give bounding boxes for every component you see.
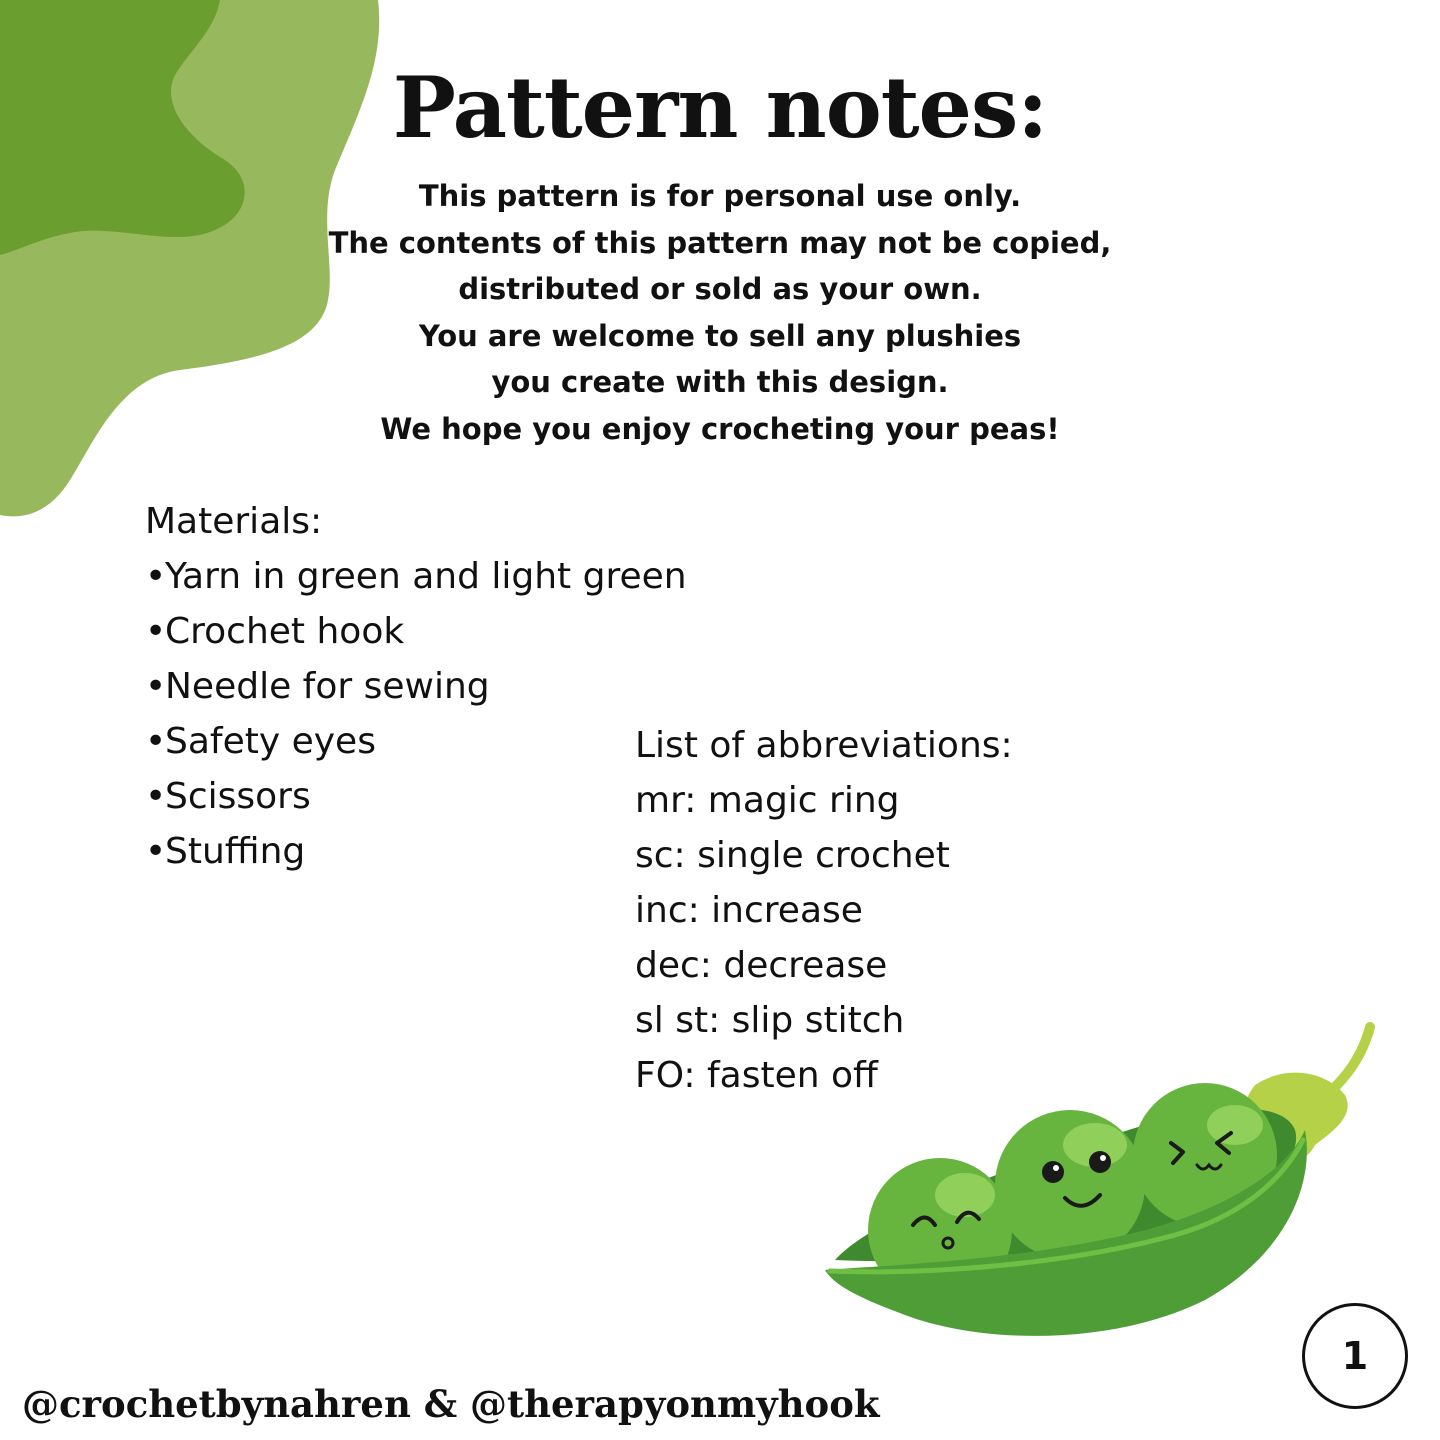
- materials-item-label: Crochet hook: [165, 611, 405, 652]
- abbreviation-item: dec: decrease: [635, 945, 888, 986]
- materials-item: [145, 549, 687, 604]
- abbreviation-item: FO: fasten off: [635, 1055, 878, 1096]
- materials-item-label: Scissors: [165, 776, 311, 817]
- abbreviation-item: inc: increase: [635, 890, 863, 931]
- abbreviation-item: mr: magic ring: [635, 780, 900, 821]
- page-title: Pattern notes:: [392, 58, 1048, 157]
- abbreviation-item: sl st: slip stitch: [635, 1000, 905, 1041]
- credits: @crochetbynahren & @therapyonmyhook: [22, 1382, 880, 1426]
- materials-item: [145, 604, 687, 659]
- abbreviation-item: sc: single crochet: [635, 835, 950, 876]
- pea-pod-illustration: [815, 1015, 1395, 1355]
- materials-item-label: Yarn in green and light green: [165, 556, 687, 597]
- materials-item: [145, 824, 687, 879]
- materials-item-label: Needle for sewing: [165, 666, 490, 707]
- materials-item: [145, 714, 687, 769]
- notice-line: We hope you enjoy crocheting your peas!: [380, 411, 1060, 446]
- notice-line: You are welcome to sell any plushies: [418, 318, 1022, 353]
- abbreviations-heading: List of abbreviations:: [635, 725, 1013, 766]
- notice-line: The contents of this pattern may not be copied,: [328, 225, 1112, 260]
- notice-line: distributed or sold as your own.: [458, 272, 982, 306]
- materials-item: [145, 659, 687, 714]
- materials-item: [145, 769, 687, 824]
- materials-item-label: Safety eyes: [165, 721, 376, 762]
- materials-item-label: Stuffing: [165, 831, 306, 872]
- usage-notice: [0, 173, 1440, 452]
- page-number-badge: 1: [1302, 1303, 1408, 1409]
- materials-list: [145, 494, 687, 879]
- materials-heading: Materials:: [145, 501, 323, 542]
- notice-line: you create with this design.: [491, 365, 949, 399]
- notice-line: This pattern is for personal use only.: [418, 179, 1022, 213]
